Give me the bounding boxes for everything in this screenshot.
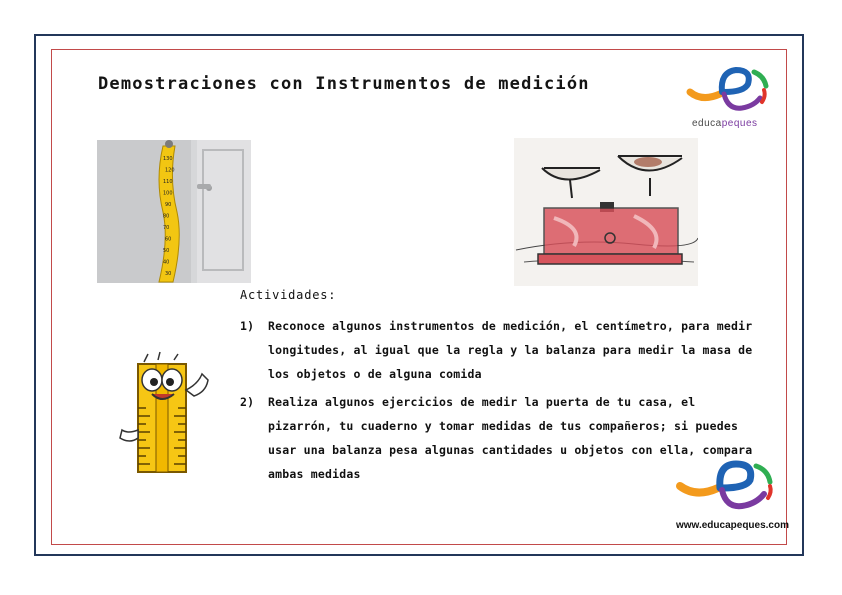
balance-scale-illustration xyxy=(514,138,698,286)
page-title: Demostraciones con Instrumentos de medición xyxy=(98,74,590,94)
site-url: www.educapeques.com xyxy=(676,520,789,531)
tape-tick-label: 40 xyxy=(163,259,170,266)
tape-tick-label: 90 xyxy=(165,202,172,208)
logo-prefix: educa xyxy=(692,118,722,129)
educapeques-logo-bottom xyxy=(674,458,789,534)
activity-text: Realiza algunos ejercicios de medir la puerta de tu casa, el pizarrón, tu cuaderno y tomar medidas de tus compañeros; si puedes usar una balanza pesa algunas cantidades u objetos con ella, compara ambas medidas xyxy=(268,395,753,481)
activity-text: Reconoce algunos instrumentos de medición, el centímetro, para medir longitudes, al igual que la regla y la balanza para medir la masa de los objetos o de alguna comida xyxy=(268,319,753,381)
logo-e-icon xyxy=(682,62,774,118)
tape-tick-label: 100 xyxy=(163,190,173,197)
tape-measure-illustration xyxy=(97,140,251,283)
tape-tick-label: 130 xyxy=(163,156,173,162)
tape-tick-label: 50 xyxy=(163,248,170,254)
activity-number: 1) xyxy=(240,319,255,333)
ruler-character-icon xyxy=(118,350,214,476)
tape-measure-photo xyxy=(97,140,251,283)
activity-number: 2) xyxy=(240,395,255,409)
logo-wordmark xyxy=(692,118,758,129)
logo-e-icon xyxy=(674,458,782,516)
tape-tick-label: 30 xyxy=(165,271,172,277)
balance-scale-photo xyxy=(514,138,698,286)
tape-tick-label: 60 xyxy=(165,236,172,243)
ruler-cartoon xyxy=(118,350,214,476)
logo-suffix: peques xyxy=(721,118,758,129)
educapeques-logo xyxy=(682,62,774,134)
activity-item-1 xyxy=(240,314,760,386)
activities-heading: Actividades: xyxy=(240,288,337,302)
tape-tick-label: 110 xyxy=(163,179,173,185)
tape-tick-label: 120 xyxy=(165,167,175,174)
tape-tick-label: 80 xyxy=(163,213,170,220)
tape-tick-label: 70 xyxy=(163,225,170,231)
